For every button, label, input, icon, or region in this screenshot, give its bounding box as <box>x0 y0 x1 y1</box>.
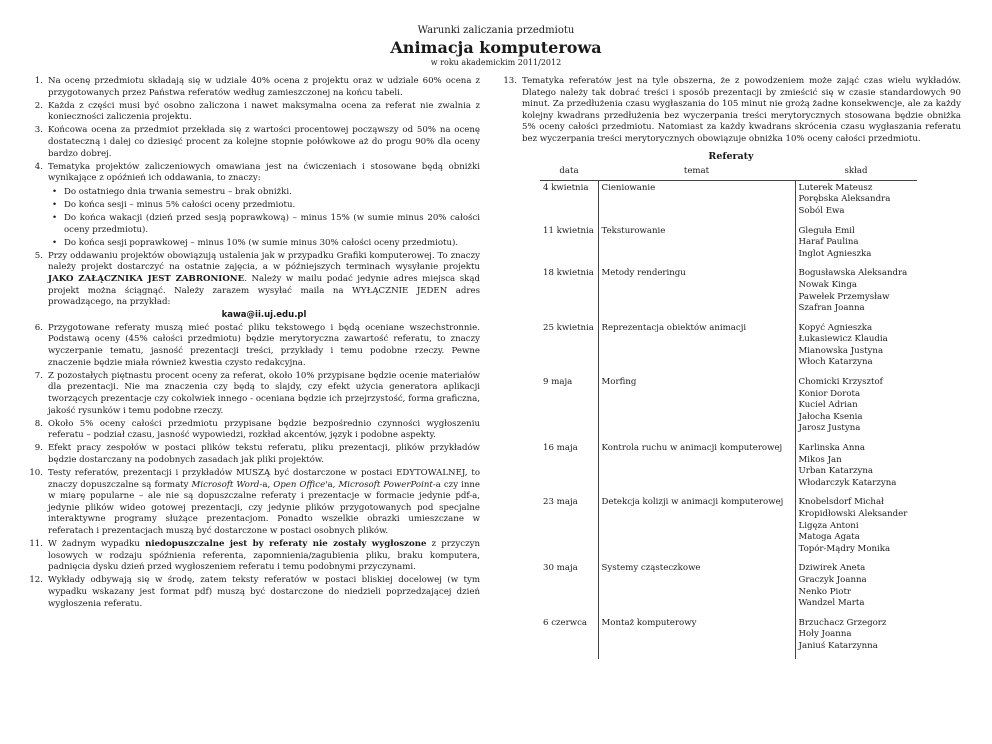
table-row <box>540 180 917 223</box>
team-member: Konior Dorota <box>798 388 861 399</box>
cell-topic: Teksturowanie <box>598 224 795 267</box>
team-member: Dziwirek Aneta <box>798 563 866 574</box>
cell-date: 18 kwietnia <box>543 268 594 279</box>
team-member: Wandzel Marta <box>798 598 865 609</box>
team-member: Porębska Aleksandra <box>798 194 891 205</box>
team-member: Luterek Mateusz <box>798 182 873 193</box>
right-column <box>501 76 961 659</box>
team-member: Ligęza Antoni <box>798 520 859 531</box>
table-row <box>540 224 917 267</box>
team-member: Włoch Katarzyna <box>798 357 873 368</box>
column-header-team: skład <box>795 166 917 180</box>
team-member: Jałocha Ksenia <box>798 411 863 422</box>
rule-item: 7. Z pozostałych piętnastu procent oceny za referat, około 10% przypisane będzie ocenie materiałów dla prezentacji. Nie ma znaczenia czy będą to slajdy, czy efekt użycia generatora aplikacji tworzących prezentacje czy cokolwiek innego - oceniana będzie ich przejrzystość, forma graficzna, jakość rysunków i temu podobne rzeczy. <box>34 370 480 416</box>
rule-item: 1. Na ocenę przedmiotu składają się w udziale 40% ocena z projektu oraz w udziale 60% ocena z przygotowanych przez Państwa referatów według zamieszczonej na końcu tabeli. <box>34 76 480 98</box>
cell-date: 4 kwietnia <box>543 182 589 193</box>
rule-item: 10. Testy referatów, prezentacji i przykładów MUSZĄ być dostarczone w postaci EDYTOWALNEJ, to znaczy dopuszczalne są formaty Microsoft Word-a, Open Office'a, Microsoft PowerPoint-a czy inne w miarę popularne – ale nie są dopuszczalne referaty i prezentacje w formacie jedynie pdf-a, jedynie plików wideo gotowej prezentacji, czy jedynie plików przygotowanych pod specjalne interaktywne programy służące prezentacjom. Ponadto wszelkie obrazki umieszczane w referatach i prezentacjach muszą być dostarczone w postaci osobnych plików. <box>29 468 480 536</box>
rule-item: 9. Efekt pracy zespołów w postaci plików tekstu referatu, pliku prezentacji, plików przykładów będzie dostarczany na podobnych zasadach jak pliki projektów. <box>34 443 480 465</box>
left-column <box>27 76 480 612</box>
rules-list-left <box>27 76 480 610</box>
team-member: Szafran Joanna <box>798 303 865 314</box>
team-member: Nowak Kinga <box>798 279 857 290</box>
cell-date: 11 kwietnia <box>543 225 594 236</box>
cell-topic: Cieniowanie <box>598 180 795 223</box>
team-member: Graczyk Joanna <box>798 574 867 585</box>
cell-date: 6 czerwca <box>543 617 588 628</box>
rule-item: 13. Tematyka referatów jest na tyle obszerna, że z powodzeniem może zająć czas wielu wykładów. Dlatego należy tak dobrać treści i sposób prezentacji by zmieścić się w czasie standardowych 90 minut. Za przedłużenia czasu wygłaszania do 105 minut nie grożą żadne konsekwencje, ale za każdy kolejny kwadrans przedłużenia bez wyczerpania treści merytorycznych stosowana będzie obniżka 5% oceny całości przedmiotu. Natomiast za każdy kwadrans skrócenia czasu wygłaszania referatu bez wyczerpania treści merytorycznych obowiązuje obniżka 10% oceny całości przedmiotu. <box>503 76 961 144</box>
table-row <box>540 616 917 659</box>
cell-team <box>795 266 917 320</box>
team-member: Karlinska Anna <box>798 443 866 454</box>
cell-date: 23 maja <box>543 497 578 508</box>
team-member: Pawełek Przemysław <box>798 291 890 302</box>
document-header <box>0 24 992 68</box>
bullet-icon: • <box>52 199 58 210</box>
bullet-icon: • <box>52 186 58 197</box>
cell-team <box>795 561 917 615</box>
list-item: • Do ostatniego dnia trwania semestru – brak obniżki. <box>52 186 292 197</box>
team-member: Kropidłowski Aleksander <box>798 509 908 519</box>
rule-item: 3. Końcowa ocena za przedmiot przekłada się z wartości procentowej począwszy od 50% na ocenę dostateczną i dalej co dziesięć procent za kolejne stopnie połówkowe aż do progu 90% dla oceny bardzo dobrej. <box>34 125 480 159</box>
referaty-table-body <box>540 180 917 658</box>
team-member: Jarosz Justyna <box>798 423 861 434</box>
team-member: Włodarczyk Katarzyna <box>798 477 897 488</box>
cell-topic: Metody renderingu <box>598 266 795 320</box>
rule-item: 11. W żadnym wypadku niedopuszczalne jest by referaty nie zostały wygłoszone z przyczyn losowych w rodzaju spóźnienia referenta, zapomnienia/zagubienia pliku, braku komputera, padnięcia dysku dzień przed wygłoszeniem referatu i temu podobnymi przyczynami. <box>29 539 480 573</box>
team-member: Łukasiewicz Klaudia <box>798 334 888 345</box>
team-member: Mianowska Justyna <box>798 345 884 356</box>
list-item: • Do końca sesji poprawkowej – minus 10% (w sumie minus 30% całości oceny przedmiotu). <box>52 237 459 248</box>
table-row <box>540 375 917 441</box>
list-item: • Do końca wakacji (dzień przed sesją poprawkową) – minus 15% (w sumie minus 20% całości oceny przedmiotu). <box>52 213 480 235</box>
cell-team <box>795 224 917 267</box>
team-member: Brzuchacz Grzegorz <box>798 617 887 628</box>
team-member: Chomicki Krzysztof <box>798 377 883 388</box>
rules-list-right <box>501 76 961 146</box>
team-member: Gleguła Emil <box>798 225 855 236</box>
team-member: Janiuś Katarzynna <box>798 640 878 651</box>
team-member: Bogusławska Aleksandra <box>798 268 908 279</box>
referaty-title: Referaty <box>708 150 754 162</box>
contact-email[interactable]: kawa@ii.uj.edu.pl <box>221 309 307 320</box>
team-member: Kuciel Adrian <box>798 400 858 411</box>
team-member: Urban Katarzyna <box>798 466 874 477</box>
document-subtitle: Warunki zaliczania przedmiotu <box>417 25 575 36</box>
cell-team <box>795 321 917 375</box>
team-member: Topór-Mądry Monika <box>798 543 891 554</box>
list-item: • Do końca sesji – minus 5% całości oceny przedmiotu. <box>52 199 296 210</box>
cell-team <box>795 375 917 441</box>
team-member: Knobelsdorf Michał <box>798 497 884 508</box>
rule-item: 2. Każda z części musi być osobno zaliczona i nawet maksymalna ocena za referat nie zwalnia z konieczności zaliczenia projektu. <box>34 100 480 123</box>
column-header-topic: temat <box>598 166 795 180</box>
rule-item: 12. Wykłady odbywają się w środę, zatem teksty referatów w postaci bliskiej docelowej (w tym wypadku wskazany jest format pdf) muszą być dostarczone do niedzieli poprzedzającej dzień wygłoszenia referatu. <box>29 575 480 609</box>
cell-date: 25 kwietnia <box>543 322 594 333</box>
cell-date: 16 maja <box>543 443 578 454</box>
team-member: Kopyć Agnieszka <box>798 322 873 333</box>
cell-topic: Reprezentacja obiektów animacji <box>598 321 795 375</box>
bullet-icon: • <box>52 237 58 248</box>
cell-team <box>795 616 917 659</box>
cell-date: 9 maja <box>543 377 573 388</box>
cell-team <box>795 495 917 561</box>
cell-topic: Montaż komputerowy <box>598 616 795 659</box>
team-member: Inglot Agnieszka <box>798 248 872 259</box>
table-row <box>540 321 917 375</box>
rule-item: 4. Tematyka projektów zaliczeniowych omawiana jest na ćwiczeniach i stosowane będą obniżki wynikające z opóźnień ich oddawania, to znaczy: • Do ostatniego dnia trwania semestru – brak obniżki. • Do końca sesji – minus 5% całości oceny przedmiotu. • Do końca wakacji (dzień przed sesją poprawkową) – minus 15% (w sumie minus 20% całości oceny przedmiotu). • Do końca sesji poprawkowej – minus 10% (w sumie minus 30% całości oceny przedmiotu). <box>34 161 480 248</box>
rule-item: 6. Przygotowane referaty muszą mieć postać pliku tekstowego i będą oceniane wszechstronnie. Podstawą oceny (45% całości przedmiotu) będzie merytoryczna zawartość referatu, to znaczy wyczerpanie tematu, jasność prezentacji treści, przykłady i temu podobne rzeczy. Pewne znaczenie będzie miała również kwestia czysto redakcyjna. <box>34 322 480 368</box>
table-row <box>540 495 917 561</box>
bullet-icon: • <box>52 213 58 224</box>
team-member: Haraf Paulina <box>798 237 859 248</box>
team-member: Matoga Agata <box>798 532 860 543</box>
cell-team <box>795 180 917 223</box>
table-row <box>540 561 917 615</box>
team-member: Hoły Joanna <box>798 629 852 640</box>
rule-item: 8. Około 5% oceny całości przedmiotu przypisane będzie bezpośrednio czynności wygłoszeniu referatu – podział czasu, jasność wypowiedzi, rozkład akcentów, język i podobne aspekty. <box>34 418 480 441</box>
delay-penalty-list <box>48 187 480 249</box>
table-row <box>540 266 917 320</box>
cell-topic: Detekcja kolizji w animacji komputerowej <box>598 495 795 561</box>
team-member: Soból Ewa <box>798 205 845 216</box>
academic-year: w roku akademickim 2011/2012 <box>430 58 562 67</box>
table-row <box>540 441 917 495</box>
team-member: Mikos Jan <box>798 454 842 465</box>
cell-topic: Morfing <box>598 375 795 441</box>
document-title: Animacja komputerowa <box>390 38 602 57</box>
cell-team <box>795 441 917 495</box>
cell-topic: Systemy cząsteczkowe <box>598 561 795 615</box>
table-header-row <box>540 166 917 180</box>
column-header-date: data <box>540 166 598 180</box>
rule-item: 5. Przy oddawaniu projektów obowiązują ustalenia jak w przypadku Grafiki komputerowej. To znaczy należy projekt dostarczyć na ostatnie zajęcia, a w późniejszych terminach wysyłanie projektu JAKO ZAŁĄCZNIKA JEST ZABRONIONE. Należy w mailu podać jedynie adres miejsca skąd projekt można ściągnąć. Należy zarazem wysyłać maila na WYŁĄCZNIE JEDEN adres prowadzącego, na przykład: kawa@ii.uj.edu.pl <box>34 250 480 320</box>
referaty-table <box>540 166 917 658</box>
team-member: Nenko Piotr <box>798 586 852 597</box>
cell-topic: Kontrola ruchu w animacji komputerowej <box>598 441 795 495</box>
cell-date: 30 maja <box>543 563 578 574</box>
